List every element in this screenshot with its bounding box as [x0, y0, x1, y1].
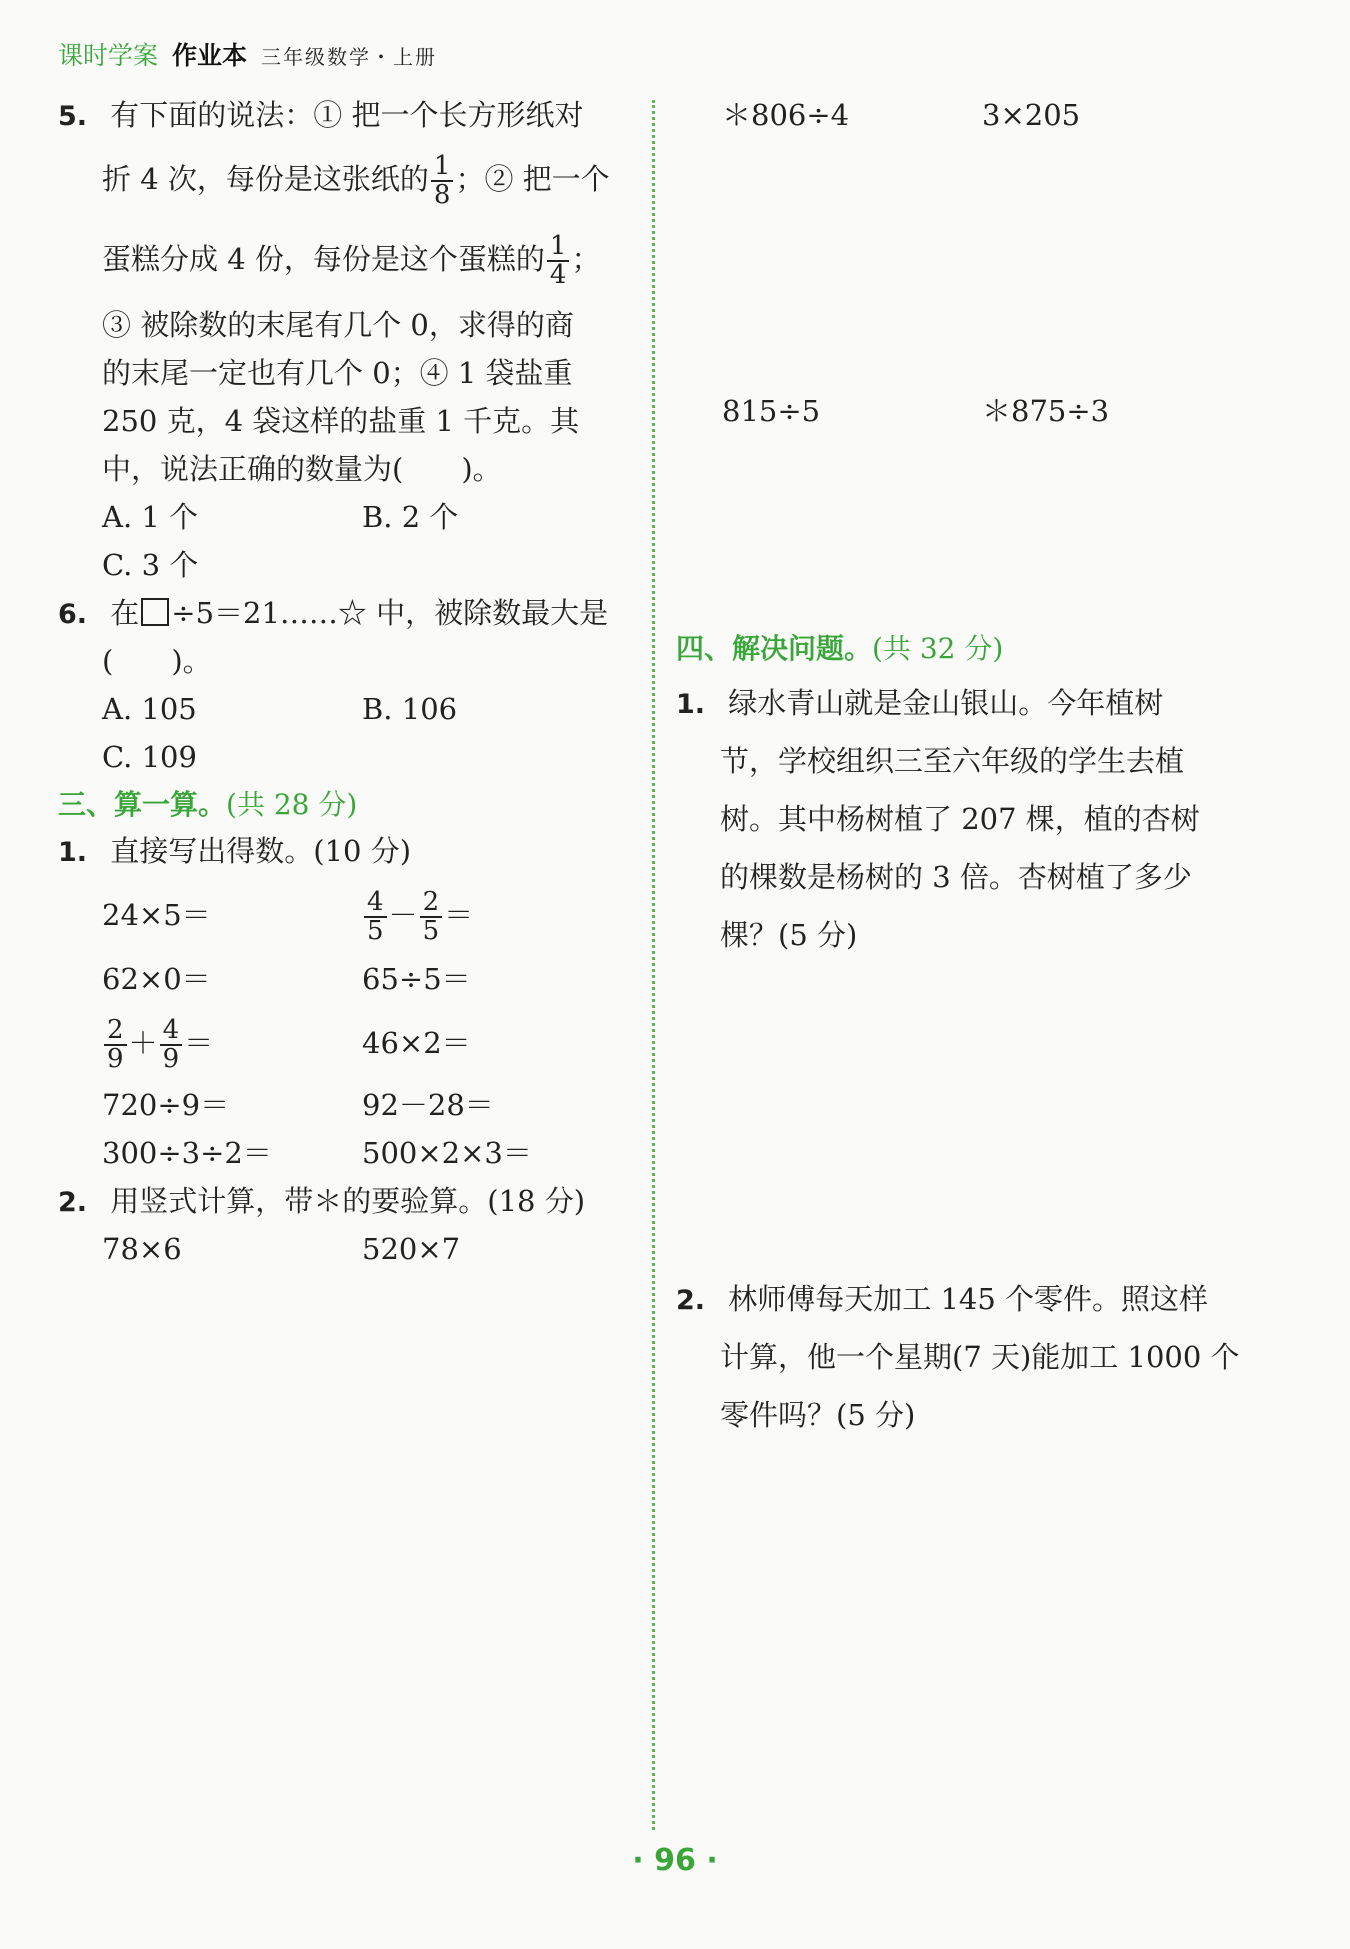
column-divider [652, 100, 655, 1830]
calc-92minus28: 92－28＝ [362, 1088, 494, 1122]
p2-text-2: 计算，他一个星期(7 天)能加工 1000 个 [720, 1340, 1240, 1374]
c2-number: 2. [58, 1187, 88, 1218]
book-subtitle: 三年级数学・上册 [261, 45, 438, 69]
section-4-title: 四、解决问题。 [676, 632, 873, 665]
vertical-calc-78x6: 78×6 [102, 1232, 182, 1266]
fraction-denominator: 4 [549, 260, 567, 290]
q6-number: 6. [58, 599, 88, 630]
calc-720div9: 720÷9＝ [102, 1088, 230, 1122]
p1-line1 [676, 674, 1163, 734]
calc-frac-add: $\frac{2}{9}$ ＋ $\frac{4}{9}$ ＝ [102, 1014, 213, 1073]
vertical-calc-815div5: 815÷5 [722, 394, 821, 428]
q5-text-3a: 蛋糕分成 4 份，每份是这个蛋糕的 [102, 242, 545, 276]
c1-title: 直接写出得数。(10 分) [110, 834, 412, 868]
fraction-numerator: 1 [431, 153, 454, 182]
q5-text-6: 250 克，4 袋这样的盐重 1 千克。其 [102, 404, 580, 438]
calc-24x5: 24×5＝ [102, 898, 211, 932]
fraction-1-8 [431, 150, 454, 210]
p1-text-1: 绿水青山就是金山银山。今年植树 [728, 686, 1164, 720]
q5-text-3b: ； [571, 242, 601, 276]
q6-option-a: A. 105 [102, 692, 197, 726]
q5-text-2b: ；② 把一个 [455, 162, 610, 196]
q6-text-1a: 在 [110, 596, 140, 630]
q6-option-c: C. 109 [102, 740, 197, 774]
q5-option-b: B. 2 个 [362, 500, 459, 534]
vertical-calc-3x205: 3×205 [982, 98, 1081, 132]
calc-300div3div2: 300÷3÷2＝ [102, 1136, 272, 1170]
c1-heading [58, 822, 411, 882]
section-3-title: 三、算一算。 [58, 788, 227, 821]
vertical-calc-875div3: ＊875÷3 [982, 394, 1110, 428]
fraction-numerator: 1 [547, 233, 570, 262]
c1-number: 1. [58, 837, 88, 868]
q6-option-b: B. 106 [362, 692, 458, 726]
q5-line2 [102, 150, 610, 209]
c2-title: 用竖式计算，带＊的要验算。(18 分) [110, 1184, 586, 1218]
blank-box [141, 598, 169, 626]
page-number: · 96 · [632, 1843, 718, 1878]
calc-46x2: 46×2＝ [362, 1026, 471, 1060]
vertical-calc-806div4: ＊806÷4 [722, 98, 850, 132]
section-4-points: (共 32 分) [872, 632, 1004, 665]
p2-text-1: 林师傅每天加工 145 个零件。照这样 [728, 1282, 1209, 1316]
p1-number: 1. [676, 689, 706, 720]
p2-number: 2. [676, 1285, 706, 1316]
p2-text-3: 零件吗？(5 分) [720, 1398, 916, 1432]
q5-text-7: 中，说法正确的数量为( )。 [102, 452, 502, 486]
q5-text-4: ③ 被除数的末尾有几个 0，求得的商 [102, 308, 574, 342]
p1-text-4: 的棵数是杨树的 3 倍。杏树植了多少 [720, 860, 1192, 894]
fraction-denominator: 8 [433, 180, 451, 210]
p1-text-2: 节，学校组织三至六年级的学生去植 [720, 744, 1185, 778]
vertical-calc-520x7: 520×7 [362, 1232, 461, 1266]
calc-65div5: 65÷5＝ [362, 962, 471, 996]
page-header [58, 36, 437, 76]
section-3-points: (共 28 分) [226, 788, 358, 821]
fraction-1-4 [547, 230, 570, 290]
q5-number: 5. [58, 101, 88, 132]
product-name: 作业本 [172, 41, 248, 70]
q6-text-2: ( )。 [102, 644, 212, 678]
brand-name: 课时学案 [58, 41, 159, 70]
q6-text-1b: ÷5＝21……☆ 中，被除数最大是 [171, 596, 609, 630]
q5-text-5: 的末尾一定也有几个 0；④ 1 袋盐重 [102, 356, 573, 390]
p1-text-3: 树。其中杨树植了 207 棵，植的杏树 [720, 802, 1200, 836]
p2-line1 [676, 1270, 1208, 1330]
q5-text-1: 有下面的说法：① 把一个长方形纸对 [110, 98, 584, 132]
calc-frac-subtract: $\frac{4}{5}$ － $\frac{2}{5}$ ＝ [362, 886, 473, 945]
q5-line3 [102, 230, 600, 289]
calc-500x2x3: 500×2×3＝ [362, 1136, 532, 1170]
q5-line1 [58, 86, 584, 146]
calc-62x0: 62×0＝ [102, 962, 211, 996]
p1-text-5: 棵？(5 分) [720, 918, 858, 952]
q5-option-a: A. 1 个 [102, 500, 199, 534]
section-4-heading [676, 620, 1003, 678]
q5-option-c: C. 3 个 [102, 548, 199, 582]
q5-text-2a: 折 4 次，每份是这张纸的 [102, 162, 429, 196]
